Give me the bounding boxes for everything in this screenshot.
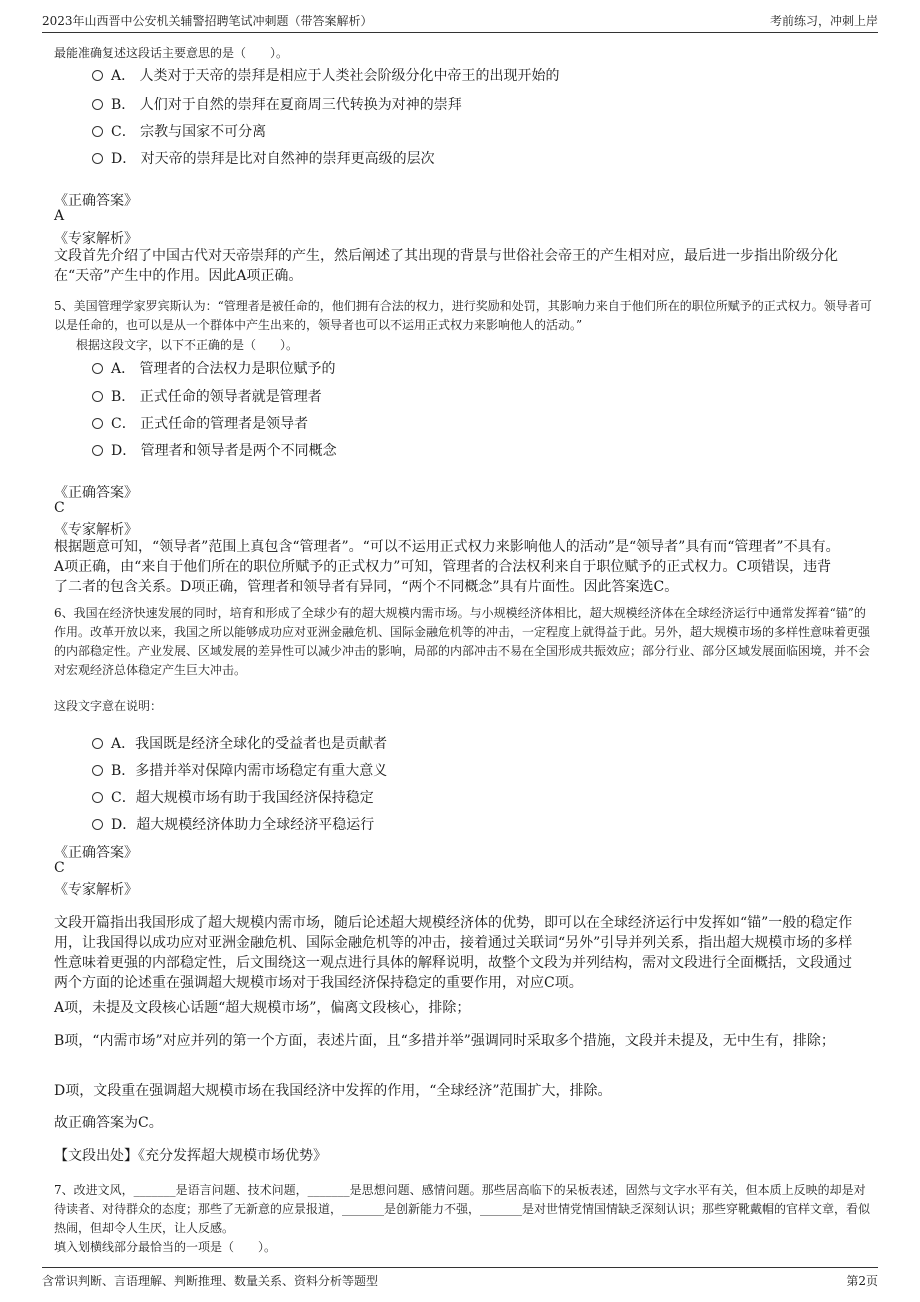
q6-option-b[interactable]: B．多措并举对保障内需市场稳定有重大意义 xyxy=(92,760,387,780)
footer-rule xyxy=(42,1267,878,1268)
q6-answer-label: 《正确答案》 xyxy=(54,845,138,861)
q5-answer-label: 《正确答案》 xyxy=(54,485,138,501)
radio-icon[interactable] xyxy=(92,445,103,456)
radio-icon[interactable] xyxy=(92,738,103,749)
q4-answer: A xyxy=(54,208,65,224)
q5-expert-text: 根据题意可知，“领导者”范围上真包含“管理者”。“可以不运用正式权力来影响他人的活动”是“领导者”具有而“管理者”不具有。A项正确，由“来自于他们所在的职位所赋予的正式权力”可知，管理者的合法权利来自于职位赋予的正式权力。C项错误，违背了二者的包含关系。D项正确，管理者和领导者有异同，“两个不同概念”具有片面性。因此答案选C。 xyxy=(54,539,840,595)
radio-icon[interactable] xyxy=(92,765,103,776)
q4-expert-label: 《专家解析》 xyxy=(54,231,138,247)
q5-option-d[interactable]: D． 管理者和领导者是两个不同概念 xyxy=(92,440,337,460)
q4-stem: 最能准确复述这段话主要意思的是（ ）。 xyxy=(54,46,289,60)
q5-option-a[interactable]: A． 管理者的合法权力是职位赋予的 xyxy=(92,358,336,378)
header-slogan: 考前练习，冲刺上岸 xyxy=(769,14,878,28)
q6-source: 【文段出处】《充分发挥超大规模市场优势》 xyxy=(54,1148,327,1164)
q4-option-c[interactable]: C． 宗教与国家不可分离 xyxy=(92,121,266,141)
q6-option-d[interactable]: D．超大规模经济体助力全球经济平稳运行 xyxy=(92,814,374,834)
q4-option-b[interactable]: B． 人们对于自然的崇拜在夏商周三代转换为对神的崇拜 xyxy=(92,94,462,114)
radio-icon[interactable] xyxy=(92,99,103,110)
q5-sub: 根据这段文字，以下不正确的是（ ）。 xyxy=(76,338,299,352)
header-rule xyxy=(42,32,878,33)
radio-icon[interactable] xyxy=(92,819,103,830)
footer-description: 含常识判断、言语理解、判断推理、数量关系、资料分析等题型 xyxy=(42,1274,379,1288)
q5-expert-label: 《专家解析》 xyxy=(54,522,138,538)
q6-option-c[interactable]: C．超大规模市场有助于我国经济保持稳定 xyxy=(92,787,374,807)
q4-expert-text: 文段首先介绍了中国古代对天帝崇拜的产生，然后阐述了其出现的背景与世俗社会帝王的产生相对应，最后进一步指出阶级分化在“天帝”产生中的作用。因此A项正确。 xyxy=(54,248,838,284)
q6-sub: 这段文字意在说明： xyxy=(54,699,163,713)
q6-answer: C xyxy=(54,860,65,876)
radio-icon[interactable] xyxy=(92,363,103,374)
q5-answer: C xyxy=(54,500,65,516)
q7-sub: 填入划横线部分最恰当的一项是（ ）。 xyxy=(54,1240,277,1254)
q5-option-c[interactable]: C． 正式任命的管理者是领导者 xyxy=(92,413,308,433)
radio-icon[interactable] xyxy=(92,792,103,803)
q4-answer-label: 《正确答案》 xyxy=(54,193,138,209)
q6-note-a: A项，未提及文段核心话题“超大规模市场”，偏离文段核心，排除； xyxy=(54,1000,471,1016)
radio-icon[interactable] xyxy=(92,126,103,137)
q6-note-d: D项，文段重在强调超大规模市场在我国经济中发挥的作用，“全球经济”范围扩大，排除。 xyxy=(54,1083,612,1099)
q5-stem: 5、美国管理学家罗宾斯认为：“管理者是被任命的，他们拥有合法的权力，进行奖励和处罚，其影响力来自于他们所在的职位所赋予的正式权力。领导者可以是任命的，也可以是从一个群体中产生出来的，领导者也可以不运用正式权力来影响他人的活动。” xyxy=(54,299,872,332)
q6-expert-label: 《专家解析》 xyxy=(54,882,138,898)
q7-stem: 7、改进文风，_______是语言问题、技术问题，_______是思想问题、感情问题。那些居高临下的呆板表述，固然与文字水平有关，但本质上反映的却是对待读者、对待群众的态度；那些了无新意的应景报道，_______是创新能力不强，_______是对世情党情国情缺乏深刻认识；那些穿靴戴帽的官样文章，看似热闹，但却令人生厌，让人反感。 xyxy=(54,1183,871,1235)
q4-option-a[interactable]: A． 人类对于天帝的崇拜是相应于人类社会阶级分化中帝王的出现开始的 xyxy=(92,65,560,85)
q4-option-d[interactable]: D． 对天帝的崇拜是比对自然神的崇拜更高级的层次 xyxy=(92,148,435,168)
q6-stem: 6、我国在经济快速发展的同时，培育和形成了全球少有的超大规模内需市场。与小规模经济体相比，超大规模经济体在全球经济运行中通常发挥着“锚”的作用。改革开放以来，我国之所以能够成功应对亚洲金融危机、国际金融危机等的冲击，一定程度上就得益于此。另外，超大规模市场的多样性意味着更强的内部稳定性。产业发展、区域发展的差异性可以减少冲击的影响，局部的内部冲击不易在全国形成共振效应；部分行业、部分区域发展面临困境，并不会对宏观经济总体稳定产生巨大冲击。 xyxy=(54,606,871,677)
page-number: 第2页 xyxy=(846,1274,878,1288)
radio-icon[interactable] xyxy=(92,153,103,164)
q6-expert-text: 文段开篇指出我国形成了超大规模内需市场，随后论述超大规模经济体的优势，即可以在全球经济运行中发挥如“锚”一般的稳定作用，让我国得以成功应对亚洲金融危机、国际金融危机等的冲击，接着通过关联词“另外”引导并列关系，指出超大规模市场的多样性意味着更强的内部稳定性，后文围绕这一观点进行具体的解释说明，故整个文段为并列结构，需对文段进行全面概括，文段通过两个方面的论述重在强调超大规模市场对于我国经济保持稳定的重要作用，对应C项。 xyxy=(54,915,853,991)
q6-conclusion: 故正确答案为C。 xyxy=(54,1115,163,1131)
q6-note-b: B项，“内需市场”对应并列的第一个方面，表述片面，且“多措并举”强调同时采取多个措施，文段并未提及，无中生有，排除； xyxy=(54,1033,835,1049)
header-title: 2023年山西晋中公安机关辅警招聘笔试冲刺题（带答案解析） xyxy=(42,14,373,28)
q5-option-b[interactable]: B． 正式任命的领导者就是管理者 xyxy=(92,386,322,406)
radio-icon[interactable] xyxy=(92,70,103,81)
radio-icon[interactable] xyxy=(92,391,103,402)
radio-icon[interactable] xyxy=(92,418,103,429)
q6-option-a[interactable]: A．我国既是经济全球化的受益者也是贡献者 xyxy=(92,733,387,753)
